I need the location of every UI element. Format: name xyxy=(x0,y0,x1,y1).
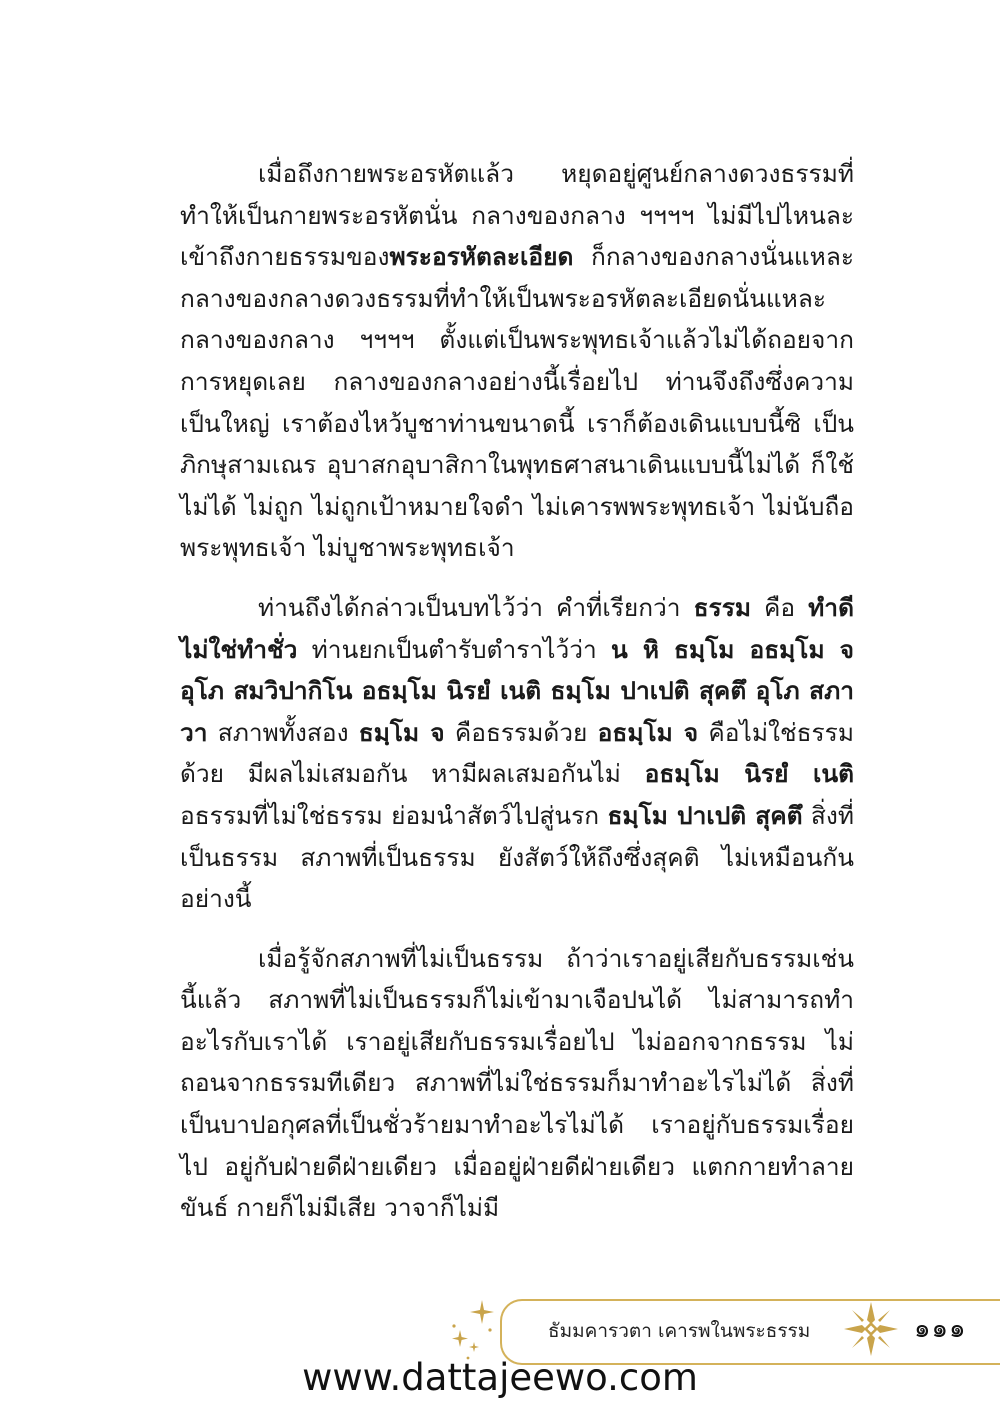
website-url: www.dattajeewo.com xyxy=(302,1356,698,1399)
text-run: เมื่อถึงกายพระอรหัตแล้ว หยุดอยู่ศูนย์กลางดวงธรรมที่ทำให้เป็นกายพระอรหัตนั่น กลางของกลาง ฯฯฯฯ ไม่มีไปไหนละ เข้าถึงกายธรรมของ xyxy=(180,159,854,272)
text-run: อธรรมที่ไม่ใช่ธรรม ย่อมนำสัตว์ไปสู่นรก xyxy=(180,800,608,830)
text-run: คือธรรมด้วย xyxy=(444,717,598,747)
text-run: ท่านถึงได้กล่าวเป็นบทไว้ว่า คำที่เรียกว่า xyxy=(258,592,694,622)
bold-phrase: น หิ ธมฺโม อธมฺโม จ อุโภ สมวิปากิโน อธมฺโม นิรยํ เนติ ธมฺโม ปาเปติ สุคตึ อุโภ สภาวา xyxy=(180,634,854,747)
bold-phrase: ธรรม xyxy=(693,592,752,622)
text-run: เมื่อรู้จักสภาพที่ไม่เป็นธรรม ถ้าว่าเราอยู่เสียกับธรรมเช่นนี้แล้ว สภาพที่ไม่เป็นธรรมก็ไม่เข้ามาเจือปนได้ ไม่สามารถทำอะไรกับเราได้ เราอยู่เสียกับธรรมเรื่อยไป ไม่ออกจากธรรม ไม่ถอนจากธรรมทีเดียว สภาพที่ไม่ใช่ธรรมก็มาทำอะไรไม่ได้ สิ่งที่เป็นบาปอกุศลที่เป็นชั่วร้ายมาทำอะไรไม่ได้ เราอยู่กับธรรมเรื่อยไป อยู่กับฝ่ายดีฝ่ายเดียว เมื่ออยู่ฝ่ายดีฝ่ายเดียว แตกกายทำลายขันธ์ กายก็ไม่มีเสีย วาจาก็ไม่มี xyxy=(180,943,854,1223)
text-run: คือไม่ใช่ธรรมด้วย มีผลไม่เสมอกัน หามีผลเสมอกันไม่ xyxy=(180,717,854,789)
paragraph-3 xyxy=(180,938,854,1229)
bold-phrase: ธมฺโม จ xyxy=(358,717,445,747)
text-run: ท่านยกเป็นตำรับตำราไว้ว่า xyxy=(297,634,612,664)
book-title: ธัมมคารวตา เคารพในพระธรรม xyxy=(548,1320,811,1342)
bold-phrase: ทำดี ไม่ใช่ทำชั่ว xyxy=(180,592,854,664)
text-run: คือ xyxy=(751,592,809,622)
body-text xyxy=(180,153,854,1247)
text-run: สิ่งที่เป็นธรรม สภาพที่เป็นธรรม ยังสัตว์ให้ถึงซึ่งสุคติ ไม่เหมือนกันอย่างนี้ xyxy=(180,800,855,914)
bold-phrase: อธมฺโม จ xyxy=(597,717,699,747)
bold-phrase: ธมฺโม ปาเปติ สุคตึ xyxy=(607,800,803,830)
text-run: สภาพทั้งสอง xyxy=(207,717,359,747)
bold-phrase: อธมฺโม นิรยํ เนติ xyxy=(644,759,854,789)
paragraph-2 xyxy=(180,587,854,920)
paragraph-1 xyxy=(180,153,854,569)
bold-phrase: พระอรหัตละเอียด xyxy=(389,242,574,272)
page-number: ๑๑๑ xyxy=(914,1314,967,1344)
text-run: ก็กลางของกลางนั่นแหละ กลางของกลางดวงธรรมที่ทำให้เป็นพระอรหัตละเอียดนั่นแหละ กลางของกลาง ฯฯฯฯ ตั้งแต่เป็นพระพุทธเจ้าแล้วไม่ได้ถอยจากการหยุดเลย กลางของกลางอย่างนี้เรื่อยไป ท่านจึงถึงซึ่งความเป็นใหญ่ เราต้องไหว้บูชาท่านขนาดนี้ เราก็ต้องเดินแบบนี้ซิ เป็นภิกษุสามเณร อุบาสกอุบาสิกาในพุทธศาสนาเดินแบบนี้ไม่ได้ ก็ใช้ไม่ได้ ไม่ถูก ไม่ถูกเป้าหมายใจดำ ไม่เคารพพระพุทธเจ้า ไม่นับถือพระพุทธเจ้า ไม่บูชาพระพุทธเจ้า xyxy=(180,242,854,563)
